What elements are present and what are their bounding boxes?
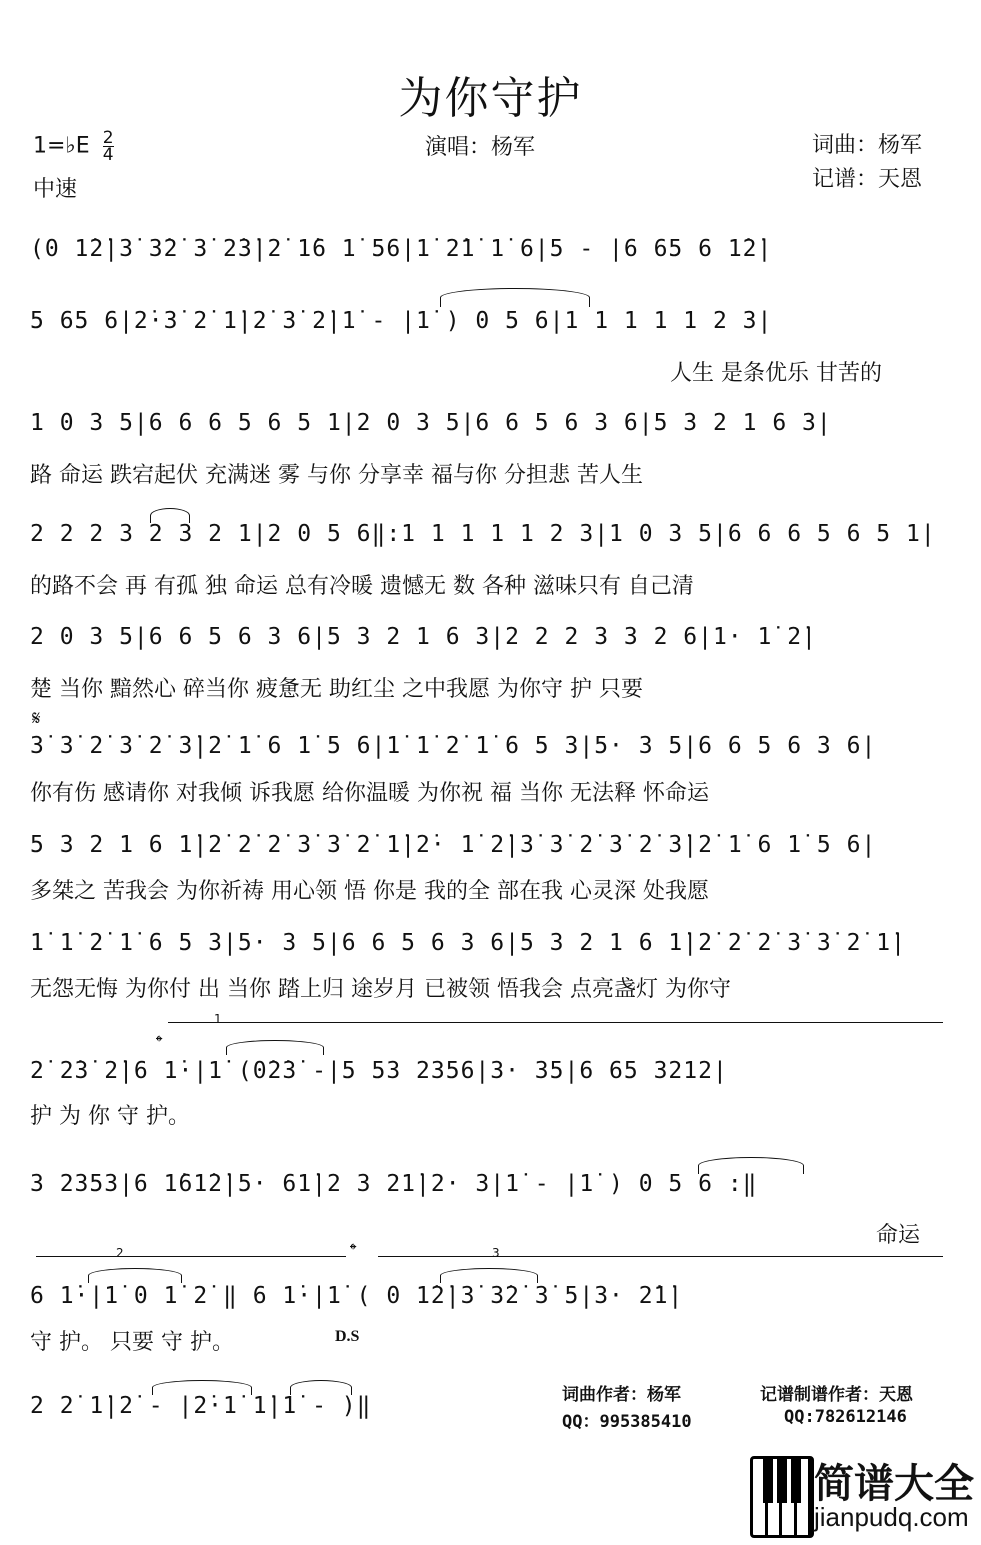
slur bbox=[150, 508, 190, 523]
footer-composer-qq: QQ：995385410 bbox=[562, 1412, 692, 1432]
composer-credit: 词曲：杨军 bbox=[812, 133, 923, 158]
slur bbox=[698, 1157, 804, 1174]
lyric-line: 护 为 你 守 护。 bbox=[30, 1104, 190, 1129]
volta-number-3: 3 bbox=[492, 1246, 500, 1260]
song-title: 为你守护 bbox=[398, 73, 583, 124]
key-signature bbox=[33, 130, 114, 163]
music-line: 5 65 6|2̇·3̇ 2̇ 1̇|2̇ 3̇ 2̇|1̇ - |1̇ ) 0 5 6|1 1 1 1 1 2 3| bbox=[30, 308, 773, 334]
footer-composer: 词曲作者：杨军 bbox=[562, 1385, 681, 1405]
segno-sign: 𝄋 bbox=[32, 706, 41, 730]
ds-mark: D.S bbox=[335, 1328, 360, 1345]
footer-notator: 记谱制谱作者：天恩 bbox=[760, 1385, 913, 1405]
coda-sign-2: 𝄌 bbox=[350, 1240, 357, 1261]
lyric-line: 多桀之 苦我会 为你祈祷 用心领 悟 你是 我的全 部在我 心灵深 处我愿 bbox=[30, 879, 709, 904]
music-line: 1̇ 1̇ 2̇ 1̇ 6 5 3|5· 3 5|6 6 5 6 3 6|5 3 2 1 6 1̇|2̇ 2̇ 2̇ 3̇ 3̇ 2̇ 1̇| bbox=[30, 930, 906, 956]
logo-url: jianpudq.com bbox=[814, 1502, 969, 1532]
piano-keys-icon bbox=[750, 1456, 814, 1538]
slur bbox=[226, 1040, 324, 1055]
coda-sign-1: 𝄌 bbox=[156, 1032, 163, 1053]
volta-bracket-3 bbox=[378, 1256, 943, 1257]
slur bbox=[440, 288, 590, 307]
music-line: 3̇ 3̇ 2̇ 3̇ 2̇ 3̇|2̇ 1̇ 6 1̇ 5 6|1̇ 1̇ 2̇ 1̇ 6 5 3|5· 3 5|6 6 5 6 3 6| bbox=[30, 733, 877, 759]
music-line: 1 0 3 5|6 6 6 5 6 5 1|2 0 3 5|6 6 5 6 3 6|5 3 2 1 6 3| bbox=[30, 410, 832, 436]
music-line: 2̇ 2̇3̇ 2̇|6 1̇·|1̇ (0̇2̇3̇ -|5 53 2356|3· 35|6 65 3212| bbox=[30, 1058, 728, 1084]
lyric-line: 无怨无悔 为你付 出 当你 踏上归 途岁月 已被领 悟我会 点亮盏灯 为你守 bbox=[30, 977, 731, 1002]
lyric-line: 守 护。 只要 守 护。 bbox=[30, 1330, 234, 1355]
footer-notator-qq: QQ:782612146 bbox=[784, 1407, 907, 1427]
notation-credit: 记谱：天恩 bbox=[812, 167, 923, 192]
music-line: 5 3 2 1 6 1̇|2̇ 2̇ 2̇ 3̇ 3̇ 2̇ 1̇|2̇· 1̇ 2̇|3̇ 3̇ 2̇ 3̇ 2̇ 3̇|2̇ 1̇ 6 1̇ 5 6| bbox=[30, 832, 877, 858]
tempo-marking: 中速 bbox=[33, 177, 78, 202]
key-label: 1=♭E bbox=[33, 133, 90, 159]
slur bbox=[88, 1268, 182, 1283]
site-logo bbox=[750, 1452, 975, 1537]
time-signature: $\frac{2}{4}$ bbox=[102, 128, 114, 165]
lyric-line: 楚 当你 黯然心 碎当你 疲惫无 助红尘 之中我愿 为你守 护 只要 bbox=[30, 677, 643, 702]
music-line: (0 1̇2̇|3̇ 3̇2̇ 3̇ 2̇3̇|2̇ 1̇6 1̇ 56|1̇ 2̇1̇ 1̇ 6|5 - |6 65 6 1̇2̇| bbox=[30, 236, 773, 262]
slur bbox=[152, 1380, 252, 1395]
volta-bracket-1 bbox=[168, 1022, 943, 1023]
lyric-line: 你有伤 感请你 对我倾 诉我愿 给你温暖 为你祝 福 当你 无法释 怀命运 bbox=[30, 781, 709, 806]
logo-name: 简谱大全 bbox=[814, 1461, 974, 1507]
volta-number-2: 2 bbox=[116, 1246, 124, 1260]
music-line: 2 0 3 5|6 6 5 6 3 6|5 3 2 1 6 3|2 2 2 3 3 2 6|1· 1̇ 2̇| bbox=[30, 624, 817, 650]
lyric-line: 人生 是条优乐 甘苦的 bbox=[670, 361, 882, 386]
slur bbox=[440, 1268, 538, 1283]
lyric-line: 命运 bbox=[876, 1223, 921, 1248]
music-line: 3 2353|6 1̇61̇2̇|5· 61̇|2 3 21̇|2· 3|1̇ - |1̇ ) 0 5 6 :‖ bbox=[30, 1171, 758, 1197]
lyric-line: 路 命运 跌宕起伏 充满迷 雾 与你 分享幸 福与你 分担悲 苦人生 bbox=[30, 463, 643, 488]
volta-bracket-2 bbox=[36, 1256, 346, 1257]
music-line: 2 2 2 3 2 3 2 1|2 0 5 6‖:1 1 1 1 1 2 3|1 0 3 5|6 6 6 5 6 5 1| bbox=[30, 521, 936, 547]
volta-number-1: 1 bbox=[214, 1012, 222, 1026]
music-line: 2 2̇ 1̇|2̇ - |2̇·1̇ 1̇|1̇ - )‖ bbox=[30, 1393, 372, 1419]
singer-credit: 演唱：杨军 bbox=[425, 135, 536, 160]
slur bbox=[290, 1380, 352, 1395]
lyric-line: 的路不会 再 有孤 独 命运 总有冷暖 遗憾无 数 各种 滋味只有 自己清 bbox=[30, 574, 694, 599]
music-line: 6 1̇·|1̇ 0 1̇ 2̇ ‖ 6 1̇·|1̇ ( 0 1̇2̇|3̇ 3̇2̇ 3̇ 5|3· 2̇1̇| bbox=[30, 1283, 684, 1309]
